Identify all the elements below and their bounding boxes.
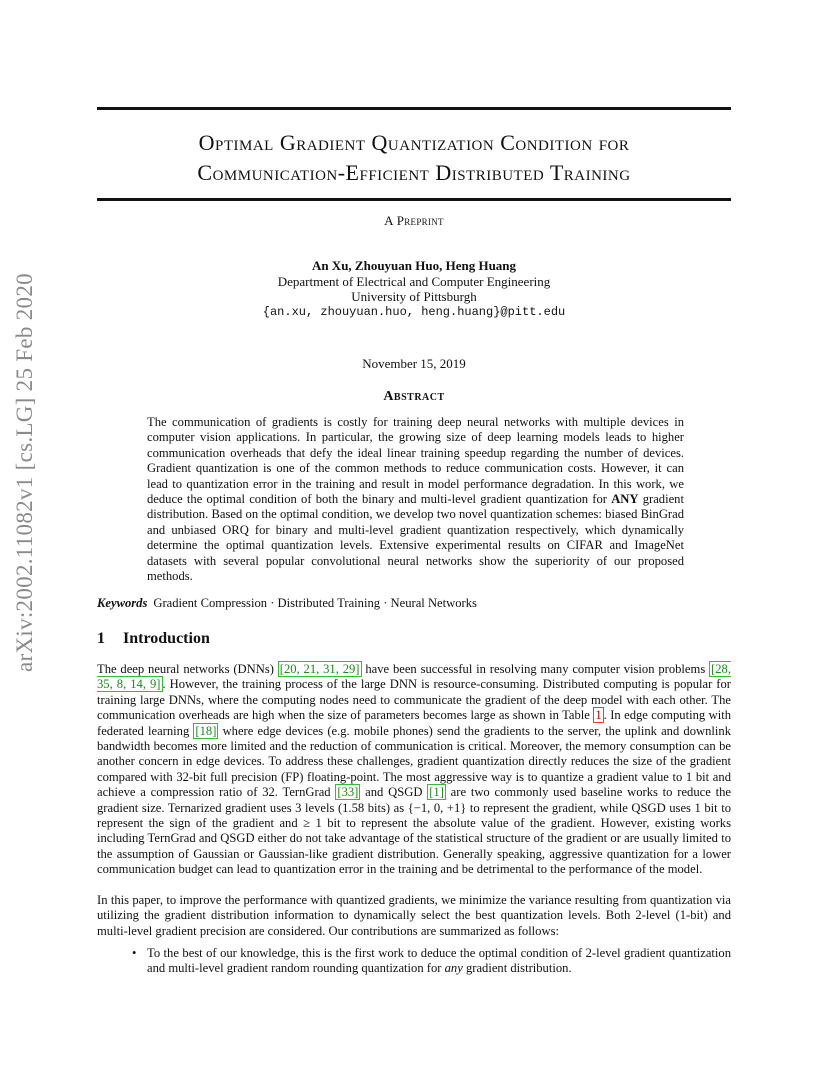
citation-link[interactable]: [20, 21, 31, 29]: [279, 662, 360, 676]
citation-link[interactable]: [33]: [337, 785, 359, 800]
citation-link[interactable]: [18]: [195, 723, 217, 738]
intro-text: The deep neural networks (DNNs): [97, 662, 278, 676]
title-rule-bottom: [97, 198, 731, 201]
section-number: 1: [97, 630, 105, 647]
paper-title-line-2: Communication-Efficient Distributed Training: [197, 160, 631, 185]
author-names: An Xu, Zhouyuan Huo, Heng Huang: [311, 258, 517, 273]
intro-text: . However, the training process of the large DNN is resource-consuming. Distributed computing is popular for training large DNNs, where the computing nodes need to communicate the gradient of the deep model with each other. The communication overheads are high when the size of parameters becomes large as shown in Table: [97, 677, 731, 723]
keywords-label: Keywords: [97, 596, 148, 610]
author-university: University of Pittsburgh: [351, 289, 477, 304]
abstract-text-2: gradient distribution. Based on the optimal condition, we develop two novel quantization schemes: biased BinGrad and unbiased ORQ for binary and multi-level gradient quantization respectively, which dynamically determine the optimal quantization levels. Extensive experimental results on CIFAR and ImageNet datasets with several popular convolutional neural networks show the superiority of our proposed methods.: [147, 492, 684, 584]
bullet-text-1: To the best of our knowledge, this is the first work to deduce the optimal condition of 2-level gradient quantization and multi-level gradient random rounding quantization for: [147, 946, 731, 976]
arxiv-identifier: arXiv:2002.11082v1 [cs.LG] 25 Feb 2020: [12, 273, 37, 672]
intro-text: and QSGD: [360, 785, 428, 800]
author-block: [97, 258, 731, 320]
keywords-list: Gradient Compression · Distributed Training · Neural Networks: [153, 596, 477, 610]
abstract-bold-any: ANY: [611, 492, 639, 507]
bullet-icon: •: [132, 946, 137, 960]
abstract-text-1: The communication of gradients is costly for training deep neural networks with multiple devices in computer vision applications. In particular, the growing size of deep learning models leads to higher communication overheads that defy the ideal linear training speedup regarding the number of devices. Gradient quantization is one of the common methods to reduce communication costs. However, it can lead to quantization error in the training and result in model performance degradation. In this work, we deduce the optimal condition of both the binary and multi-level gradient quantization for: [147, 415, 684, 507]
abstract-body: [147, 415, 684, 584]
bullet-text-2: gradient distribution.: [462, 961, 572, 976]
section-title: Introduction: [123, 630, 210, 647]
intro-text: where edge devices (e.g. mobile phones) send the gradients to the server, the uplink and downlink bandwidth becomes more limited and the reduction of communication is critical. Moreover, the memory consumption can be another concern in edge devices. To address these challenges, gradient quantization directly reduces the size of the gradient compared with 32-bit full precision (FP) floating-point. The most aggressive way is to quantize a gradient value to 1 bit and achieve a compression ratio of 32. TernGrad: [97, 723, 731, 800]
table-reference-link[interactable]: 1: [595, 708, 602, 723]
intro-text: have been successful in resolving many computer vision problems: [361, 662, 710, 676]
bullet-italic-any: any: [444, 961, 463, 976]
section-heading-introduction: [97, 630, 210, 648]
author-department: Department of Electrical and Computer Engineering: [277, 273, 551, 289]
citation-link[interactable]: [1]: [429, 785, 444, 800]
intro-text: are two commonly used baseline works to reduce the gradient size. Ternarized gradient uses 3 levels (1.58 bits) as {−1, 0, +1} to represent the gradient, while QSGD uses 1 bit to represent the sign of the gradient and ≥ 1 bit to represent the absolute value of the gradient. However, existing works including TernGrad and QSGD either do not take advantage of the statistical structure of the gradient or are usually limited to the assumption of Gaussian or Gaussian-like gradient distribution. Generally speaking, aggressive quantization for a lower communication budget can lead to quantization error in the training and be detrimental to the performance of the model.: [97, 785, 731, 877]
title-rule-top: [97, 107, 731, 110]
intro-paragraph-2: In this paper, to improve the performance with quantized gradients, we minimize the variance resulting from quantization via utilizing the gradient distribution information to dynamically select the best quantization levels. Both 2-level (1-bit) and multi-level gradient precision are considered. Our contributions are summarized as follows:: [97, 893, 731, 938]
contribution-bullet-1: [132, 946, 731, 977]
intro-paragraph-1: [97, 662, 731, 878]
author-email[interactable]: {an.xu, zhouyuan.huo, heng.huang}@pitt.edu: [262, 304, 566, 319]
intro-text: . In edge computing with federated learning: [97, 708, 731, 738]
paper-title-line-1: Optimal Gradient Quantization Condition for: [198, 130, 630, 155]
citation-link[interactable]: [28, 35, 8, 14, 9]: [97, 662, 731, 692]
keywords-line: [97, 596, 731, 611]
preprint-label: A Preprint: [384, 213, 444, 228]
abstract-heading: Abstract: [383, 389, 445, 404]
paper-date: November 15, 2019: [362, 356, 466, 371]
